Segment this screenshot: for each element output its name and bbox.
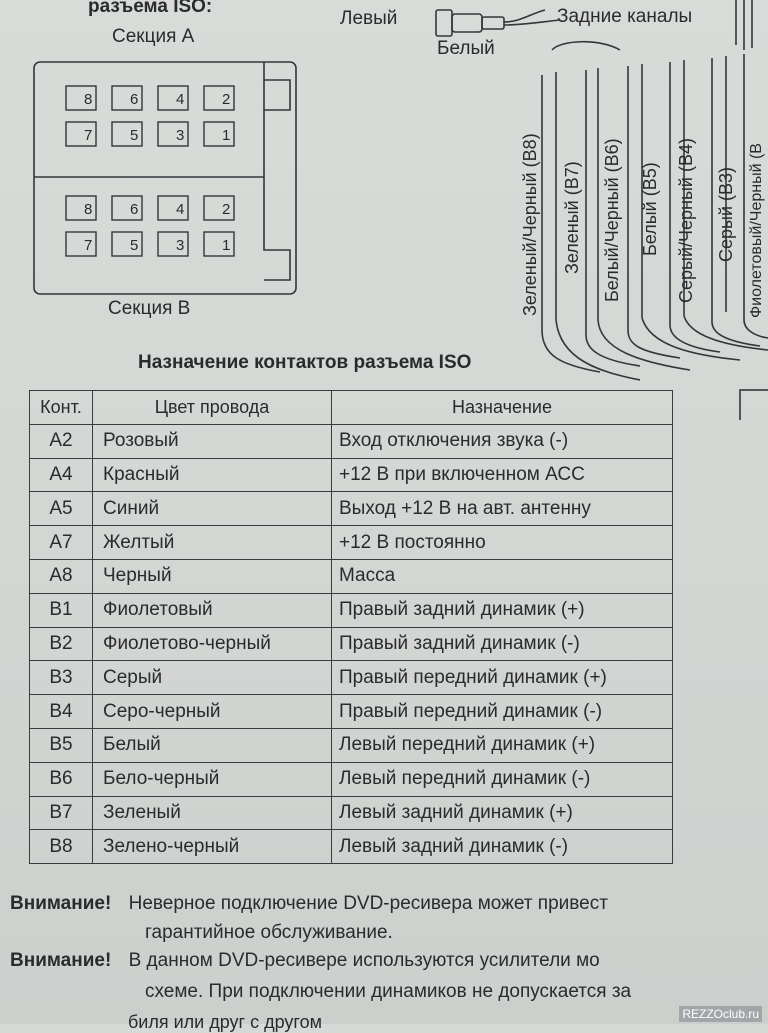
rear-channels-label: Задние каналы: [557, 6, 693, 27]
pin-b3: 3: [176, 237, 185, 254]
table-row: [30, 695, 673, 729]
pin-a2: 2: [222, 91, 231, 108]
cell-purpose: Левый передний динамик (-): [332, 762, 673, 796]
wire-label-b3: Серый (В3): [716, 166, 736, 262]
wire-label-b2: Фиолетовый/Черный (В: [748, 143, 765, 318]
cell-wire-color: Зеленый: [93, 796, 332, 830]
pin-a3: 3: [176, 127, 185, 144]
cell-wire-color: Бело-черный: [93, 762, 332, 796]
cell-contact: В8: [30, 830, 93, 864]
warning-text: В данном DVD-ресивере используются усилители мо: [128, 950, 600, 971]
pin-b7: 7: [84, 237, 93, 254]
cell-purpose: Левый задний динамик (+): [332, 796, 673, 830]
pin-b5: 5: [130, 237, 139, 254]
cell-wire-color: Синий: [93, 492, 332, 526]
cell-wire-color: Зелено-черный: [93, 830, 332, 864]
pin-a4: 4: [176, 91, 185, 108]
cell-contact: В4: [30, 695, 93, 729]
header-purpose: Назначение: [332, 391, 673, 425]
watermark: REZZOclub.ru: [679, 1006, 762, 1022]
cell-wire-color: Белый: [93, 728, 332, 762]
table-row: [30, 526, 673, 560]
cell-purpose: Правый передний динамик (+): [332, 661, 673, 695]
cell-contact: А2: [30, 424, 93, 458]
pin-b6: 6: [130, 201, 139, 218]
cell-contact: В6: [30, 762, 93, 796]
wire-label-b4: Серый/Черный (В4): [676, 138, 696, 303]
warning-note-1-cont: гарантийное обслуживание.: [145, 922, 393, 943]
table-row: [30, 830, 673, 864]
iso-pin-table: [29, 390, 673, 864]
table-row: [30, 593, 673, 627]
cell-contact: А7: [30, 526, 93, 560]
warning-note-2-cont2: биля или друг с другом: [128, 1012, 322, 1032]
cell-contact: А8: [30, 559, 93, 593]
table-row: [30, 661, 673, 695]
wire-label-b6: Белый/Черный (В6): [602, 138, 622, 302]
connector-body: [34, 62, 296, 294]
cell-purpose: Правый передний динамик (-): [332, 695, 673, 729]
warning-note-2-cont: схеме. При подключении динамиков не допускается за: [145, 981, 632, 1002]
left-label: Левый: [340, 8, 398, 29]
warning-note-2: [10, 950, 600, 972]
cell-purpose: Вход отключения звука (-): [332, 424, 673, 458]
cell-wire-color: Черный: [93, 559, 332, 593]
cell-contact: А5: [30, 492, 93, 526]
cell-contact: А4: [30, 458, 93, 492]
pin-a8: 8: [84, 91, 93, 108]
wire-label-b7: Зеленый (В7): [562, 161, 582, 274]
cell-wire-color: Фиолетовый: [93, 593, 332, 627]
cell-wire-color: Красный: [93, 458, 332, 492]
wire-label-b5: Белый (В5): [640, 162, 660, 256]
cell-contact: В7: [30, 796, 93, 830]
table-row: [30, 627, 673, 661]
cell-purpose: Масса: [332, 559, 673, 593]
cell-contact: В2: [30, 627, 93, 661]
warning-label: Внимание!: [10, 893, 112, 914]
pin-a1: 1: [222, 127, 231, 144]
pin-b1: 1: [222, 237, 231, 254]
white-label: Белый: [437, 38, 495, 59]
cell-wire-color: Фиолетово-черный: [93, 627, 332, 661]
table-row: [30, 762, 673, 796]
cell-contact: В5: [30, 728, 93, 762]
cell-purpose: Правый задний динамик (-): [332, 627, 673, 661]
cell-wire-color: Розовый: [93, 424, 332, 458]
cell-wire-color: Серый: [93, 661, 332, 695]
pin-a6: 6: [130, 91, 139, 108]
table-row: [30, 728, 673, 762]
table-row: [30, 492, 673, 526]
cell-purpose: Правый задний динамик (+): [332, 593, 673, 627]
table-row: [30, 559, 673, 593]
pin-b8: 8: [84, 201, 93, 218]
cell-contact: В1: [30, 593, 93, 627]
warning-note-1: [10, 893, 608, 915]
pin-a5: 5: [130, 127, 139, 144]
cell-contact: В3: [30, 661, 93, 695]
rca-plug-icon: [436, 10, 452, 36]
table-row: [30, 424, 673, 458]
cell-wire-color: Желтый: [93, 526, 332, 560]
section-a-label: Секция А: [112, 26, 195, 47]
warning-text: Неверное подключение DVD-ресивера может привест: [128, 893, 608, 914]
header-contact: Конт.: [30, 391, 93, 425]
table-row: [30, 458, 673, 492]
pin-b4: 4: [176, 201, 185, 218]
cell-purpose: Левый задний динамик (-): [332, 830, 673, 864]
cell-purpose: Левый передний динамик (+): [332, 728, 673, 762]
cell-purpose: +12 В при включенном АСС: [332, 458, 673, 492]
section-b-label: Секция В: [108, 298, 191, 319]
warning-label: Внимание!: [10, 950, 112, 971]
table-title: Назначение контактов разъема ISO: [138, 352, 472, 373]
pin-a7: 7: [84, 127, 93, 144]
table-row: [30, 796, 673, 830]
cell-purpose: +12 В постоянно: [332, 526, 673, 560]
cell-purpose: Выход +12 В на авт. антенну: [332, 492, 673, 526]
table-header-row: [30, 391, 673, 425]
wire-label-b8: Зеленый/Черный (В8): [520, 133, 540, 316]
cell-wire-color: Серо-черный: [93, 695, 332, 729]
pin-b2: 2: [222, 201, 231, 218]
header-wire-color: Цвет провода: [93, 391, 332, 425]
iso-header-fragment: разъема ISO:: [88, 0, 213, 17]
